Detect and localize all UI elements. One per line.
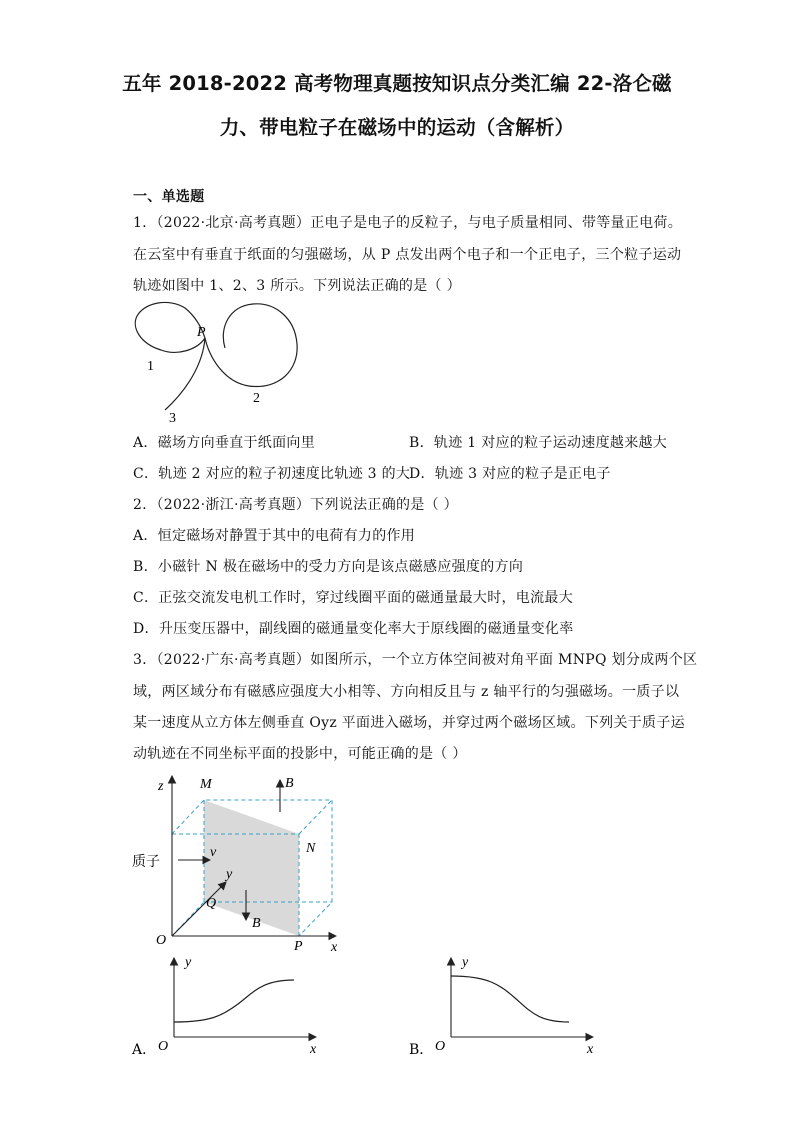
- label-p: P: [197, 325, 206, 340]
- q3-stem-line1: 3．（2022·广东·高考真题）如图所示，一个立方体空间被对角平面 MNPQ 划分成两个区: [133, 652, 698, 668]
- track-3: [165, 338, 205, 410]
- q3-option-b-graph[interactable]: [407, 952, 607, 1062]
- label-q: Q: [206, 896, 217, 911]
- q3-cube-figure: [130, 770, 360, 955]
- q2-option-b[interactable]: B．小磁针 N 极在磁场中的受力方向是该点磁感应强度的方向: [133, 559, 524, 575]
- label-3: 3: [169, 411, 176, 426]
- q3-stem-line3: 某一速度从立方体左侧垂直 Oyz 平面进入磁场，并穿过两个磁场区域。下列关于质子运: [133, 715, 685, 731]
- q2-option-a[interactable]: A．恒定磁场对静置于其中的电荷有力的作用: [133, 528, 416, 544]
- label-x: x: [331, 940, 338, 955]
- label-b-up: B: [285, 776, 294, 791]
- page-title-line1: 五年 2018-2022 高考物理真题按知识点分类汇编 22-洛仑磁: [122, 72, 672, 95]
- label-b-down: B: [252, 916, 261, 931]
- q3-stem-line2: 域，两区域分布有磁感应强度大小相等、方向相反且与 z 轴平行的匀强磁场。一质子以: [133, 684, 680, 700]
- graph-a-y: y: [185, 955, 192, 970]
- label-proton: 质子: [132, 854, 160, 870]
- q3-stem-line4: 动轨迹在不同坐标平面的投影中，可能正确的是（ ）: [133, 746, 467, 762]
- graph-b-x: x: [587, 1042, 594, 1057]
- label-n: N: [306, 841, 316, 856]
- y-axis: [172, 882, 226, 936]
- curve-a: [174, 980, 294, 1022]
- q2-stem: 2．（2022·浙江·高考真题）下列说法正确的是（ ）: [133, 497, 458, 513]
- label-o: O: [156, 933, 167, 948]
- label-m: M: [200, 777, 212, 792]
- graph-b-o: O: [435, 1039, 446, 1054]
- option-a-label: A．: [132, 1042, 157, 1058]
- q3-option-a-graph[interactable]: [130, 952, 330, 1062]
- q1-option-b[interactable]: B．轨迹 1 对应的粒子运动速度越来越大: [409, 435, 668, 451]
- label-y: y: [226, 867, 233, 882]
- q1-stem-line2: 在云室中有垂直于纸面的匀强磁场，从 P 点发出两个电子和一个正电子，三个粒子运动: [133, 247, 682, 263]
- q1-option-c[interactable]: C．轨迹 2 对应的粒子初速度比轨迹 3 的大: [133, 466, 411, 482]
- label-2: 2: [253, 391, 260, 406]
- label-v: v: [210, 845, 217, 860]
- section-heading: 一、单选题: [133, 189, 205, 205]
- graph-a-o: O: [158, 1039, 169, 1054]
- q1-option-a[interactable]: A．磁场方向垂直于纸面向里: [133, 435, 316, 451]
- curve-b: [451, 976, 569, 1022]
- graph-a-x: x: [310, 1042, 317, 1057]
- track-2: [205, 304, 297, 387]
- q1-trajectory-figure: [125, 298, 310, 426]
- label-z: z: [158, 779, 164, 794]
- q2-option-d[interactable]: D．升压变压器中，副线圈的磁通量变化率大于原线圈的磁通量变化率: [133, 621, 574, 637]
- page-title-line2: 力、带电粒子在磁场中的运动（含解析）: [219, 116, 575, 139]
- option-b-label: B．: [409, 1042, 434, 1058]
- track-1: [135, 302, 205, 352]
- graph-b-y: y: [462, 955, 469, 970]
- q1-option-d[interactable]: D．轨迹 3 对应的粒子是正电子: [409, 466, 611, 482]
- label-1: 1: [147, 359, 154, 374]
- label-p: P: [294, 939, 303, 954]
- q1-stem-line3: 轨迹如图中 1、2、3 所示。下列说法正确的是（ ）: [133, 278, 461, 294]
- q2-option-c[interactable]: C．正弦交流发电机工作时，穿过线圈平面的磁通量最大时，电流最大: [133, 590, 574, 606]
- q1-stem-line1: 1．（2022·北京·高考真题）正电子是电子的反粒子，与电子质量相同、带等量正电荷。: [133, 215, 683, 231]
